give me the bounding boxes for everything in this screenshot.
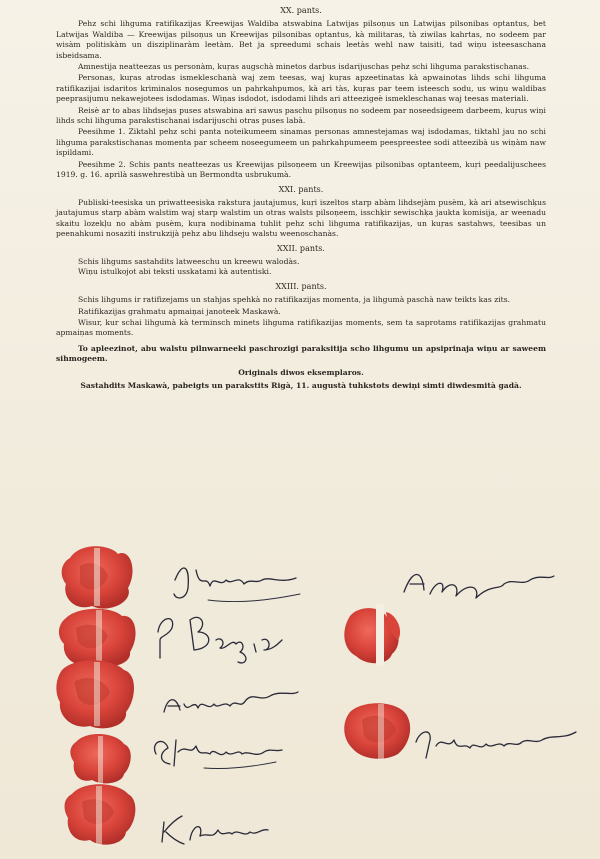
article-23-heading: XXIII. pants. <box>275 281 327 291</box>
article-20-heading: XX. pants. <box>280 6 322 15</box>
article-20-para-1: Pehz schi lihguma ratifikazijas Kreewijas Waldiba atswabina Latwijas pilsoņus un Latwijas pilsonibas optantus, bet Latwijas Waldiba — Kreewijas pilsoņus un Kreewijas pilsonibas optantus, kà militaras, tà ziwilas kahrtas, no sodeem par wisàm politiskàm un disziplinaràm leetàm. Bet ja spreedumi schais leetàs wehl naw taisiti, tad wiņu isteesaschana isbeidsama. <box>56 19 546 60</box>
article-21-para-1: Publiski-teesiska un priwatteesiska rakstura jautajumus, kuŗi iszeltos starp abàm lihdsejàm pusèm, kà ari atsewischķus jautajumus starp abàm walstim waj starp walstim un otras walsts pilsoņeem, isschķir sewischķa jaukta komisija, ar weenadu skaitu lozekļu no abàm pusèm, kuŗa nodibinama tuhlit pehz schi lihguma ratifikazijas, un kuŗas sastahws, teesibas un peenahkumi nosaziti instrukzijà pehz abu lihdseju walstu weenoschanàs. <box>56 197 546 239</box>
closing-witness: To apleezinot, abu walstu pilnwarneeki paschrozigi paraksitija scho lihgumu un apsiprinaja wiņu ar saweem sihmogeem. <box>56 343 546 364</box>
article-23-para-2: Ratifikazijas grahmatu apmaiņai janoteek Maskawà. <box>78 306 281 316</box>
seal-left-2 <box>59 609 136 667</box>
signature-left-1 <box>0 0 1 1</box>
article-23-para-3: Wisur, kur schai lihgumà kà terminsch minets lihguma ratifikazijas moments, sem ta saprotams ratifikazijas grahmatu apmaiņas moments. <box>56 317 546 338</box>
article-20-para-2: Amnestija neatteezas us personàm, kuŗas augschà minetos darbus isdarijuschas pehz schi lihguma parakstischanas. <box>78 62 530 72</box>
seal-right-2 <box>344 703 410 760</box>
article-22-heading: XXII. pants. <box>277 243 325 253</box>
seal-left-5 <box>65 784 136 846</box>
article-22-para-2: Wiņu istulkojot abi teksti usskatami kà autentiski. <box>78 267 272 277</box>
article-20-note-2: Peesihme 2. Schis pants neatteezas us Kreewijas pilsoņeem un Kreewijas pilsonibas optanteem, kuŗi peedalijuschees 1919. g. 16. aprilà saswehrestibà un Bermondta usbrukumà. <box>56 159 546 180</box>
signatures-and-seals <box>0 540 600 859</box>
treaty-text <box>56 2 546 391</box>
article-20-note-1: Peesihme 1. Ziktahl pehz schi panta noteikumeem sinamas personas amnestejamas waj isdodamas, tiktahl jau no schi lihguma parakstischanas momenta par scheem noseegumeem un pahrkahpumeem peespreestee sodi atteezibà us wiņàm naw ispildami. <box>56 127 546 158</box>
seal-left-4 <box>70 734 130 784</box>
article-22-para-1: Schis lihgums sastahdits latweeschu un kreewu walodàs. <box>78 256 300 266</box>
article-20-para-4: Reisè ar to abas lihdsejas puses atswabina ari sawus paschu pilsoņus no sodeem par noseedsigeem darbeem, kuŗus wiņi lihds schi lihguma parakstischanai isdarijuschi otras puses labà. <box>56 105 546 126</box>
closing-place-date: Sastahdits Maskawà, pabeigts un parakstits Rigà, 11. augustà tuhkstots dewiņi simti diwdesmità gadà. <box>80 381 522 390</box>
seal-right-1 <box>344 604 400 666</box>
seal-left-1 <box>62 546 133 608</box>
closing-originals: Originals diwos eksemplaros. <box>238 367 364 377</box>
seal-left-3 <box>56 660 134 728</box>
article-23-para-1: Schis lihgums ir ratifizejams un stahjas spehkà no ratifikazijas momenta, ja lihgumà paschà naw teikts kas zits. <box>78 295 511 305</box>
article-21-heading: XXI. pants. <box>278 184 324 194</box>
article-20-para-3: Personas, kuŗas atrodas ismekleschanà waj zem teesas, waj kuŗas apzeetinatas kà apwainotas lihds schi lihguma ratifikazijai isdaritos kriminalos nosegumos un pahrkahpumos, kà ari tàs, kuŗas par teem isteesch sodu, us wiņu waldibas peeprasijumu nekawejotees isdodamas. Wiņas isdodot, isdodami lihds ari atteezigeè ismekleschanas waj teesas materiali. <box>56 73 546 104</box>
